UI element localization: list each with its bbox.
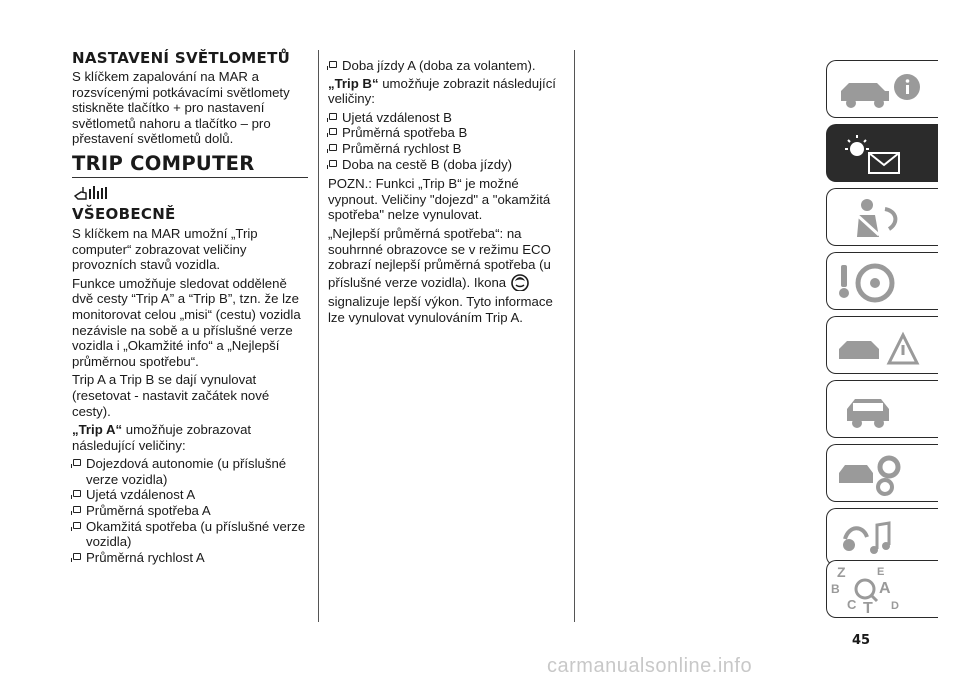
list-item: [328, 58, 566, 74]
list-item-text: Průměrná rychlost A: [86, 549, 205, 565]
list-item-text: Průměrná spotřeba B: [342, 125, 468, 141]
warning-lights-message-tab-icon[interactable]: [826, 124, 938, 182]
general-heading: VŠEOBECNĚ: [72, 204, 176, 223]
car-technical-gears-tab-icon[interactable]: [826, 444, 938, 502]
seatbelt-airbag-tab-icon[interactable]: [826, 188, 938, 246]
section-rule: [72, 177, 308, 178]
trip-b-intro-text: umožňuje zobrazit následující veličiny:: [328, 75, 556, 107]
checkbox-bullet-icon: [329, 61, 337, 68]
note-text-1: POZN.: Funkci „Trip B“ je možné vypnout. Veličiny "dojezd" a "okamžitá spotřeba" nelze vynulovat.: [328, 176, 551, 223]
note-text-2-body: „Nejlepší průměrná spotřeba“: na souhrnné obrazovce se v režimu ECO zobrazí nejlepší průměrná spotřeba (u příslušné verze vozidla). Ikona: [328, 225, 551, 290]
list-item-text: Průměrná rychlost B: [342, 140, 462, 156]
list-item-text: Okamžitá spotřeba (u příslušné verze vozidla): [86, 518, 306, 550]
general-text-2: Funkce umožňuje sledovat odděleně dvě cesty “Trip A” a “Trip B”, tzn. že lze monitorovat celou „misi“ (cestu) vozidla nezávisle na sobě a u příslušné verze vozidla i „Okamžité info“ a „Nejlepší průměrnou spotřebu“.: [72, 275, 301, 369]
trip-computer-title: TRIP COMPUTER: [72, 151, 255, 175]
emergency-warning-triangle-tab-icon[interactable]: [826, 316, 938, 374]
checkbox-bullet-icon: [329, 160, 337, 167]
checkbox-bullet-icon: [329, 128, 337, 135]
checkbox-bullet-icon: [73, 459, 81, 466]
list-item: [328, 110, 566, 126]
list-item: [72, 503, 308, 519]
list-item: [72, 487, 308, 503]
headlight-adjust-text: S klíčkem zapalování na MAR a rozsvícenými potkávacími světlomety stiskněte tlačítko + pro nastavení světlometů nahoru a tlačítko – pro přestavení světlometů dolů.: [72, 69, 290, 147]
checkbox-bullet-icon: [329, 144, 337, 151]
checkbox-bullet-icon: [73, 553, 81, 560]
trip-a-intro: [72, 422, 308, 453]
column-divider: [318, 50, 319, 622]
list-item-text: Doba na cestě B (doba jízdy): [342, 156, 513, 172]
index-letter: C: [847, 597, 857, 612]
list-item: [72, 519, 308, 550]
left-column: [72, 50, 308, 565]
note-text-2: [328, 226, 566, 294]
index-letters-tab-icon[interactable]: [826, 560, 938, 618]
list-item: [72, 456, 308, 487]
list-item: [328, 125, 566, 141]
index-letter: T: [863, 600, 873, 617]
key-steering-wheel-tab-icon[interactable]: [826, 252, 938, 310]
list-item-text: Dojezdová autonomie (u příslušné verze vozidla): [86, 456, 287, 487]
index-letter: D: [891, 600, 899, 612]
trip-b-intro: [328, 76, 566, 107]
right-column: [328, 58, 566, 329]
trip-computer-icon: [72, 184, 308, 202]
list-item-text: Ujetá vzdálenost B: [342, 109, 452, 125]
multimedia-music-tab-icon[interactable]: [826, 508, 938, 566]
car-info-tab-icon[interactable]: [826, 60, 938, 118]
list-item-text: Doba jízdy A (doba za volantem).: [342, 58, 536, 73]
index-letter: Z: [837, 564, 846, 580]
list-item-text: Průměrná spotřeba A: [86, 503, 211, 519]
watermark[interactable]: carmanualsonline.info: [547, 655, 753, 677]
index-letter: B: [831, 582, 840, 596]
checkbox-bullet-icon: [73, 522, 81, 529]
list-item: [328, 157, 566, 173]
trip-a-label: „Trip A“: [72, 422, 123, 438]
page-number: 45: [852, 633, 871, 648]
car-service-tab-icon[interactable]: [826, 380, 938, 438]
trip-a-intro-text: umožňuje zobrazovat následující veličiny:: [72, 422, 252, 453]
index-letter: E: [877, 566, 885, 578]
checkbox-bullet-icon: [73, 506, 81, 513]
checkbox-bullet-icon: [329, 113, 337, 120]
general-text-3: Trip A a Trip B se dají vynulovat (resetovat - nastavit začátek nové cesty).: [72, 372, 270, 419]
trip-b-label: „Trip B“: [328, 75, 379, 91]
list-item: [72, 550, 308, 566]
headlight-adjust-heading: NASTAVENÍ SVĚTLOMETŮ: [72, 49, 291, 67]
index-letter: A: [879, 580, 891, 597]
list-item: [328, 141, 566, 157]
checkbox-bullet-icon: [73, 490, 81, 497]
list-item-text: Ujetá vzdálenost A: [86, 487, 196, 503]
general-text-1: S klíčkem na MAR umožní „Trip computer“ zobrazovat veličiny provozních stavů vozidla.: [72, 225, 258, 273]
note-text-3: signalizuje lepší výkon. Tyto informace lze vynulovat vynulováním Trip A.: [328, 294, 553, 325]
column-divider: [574, 50, 575, 622]
eco-leaf-icon: [510, 273, 530, 295]
